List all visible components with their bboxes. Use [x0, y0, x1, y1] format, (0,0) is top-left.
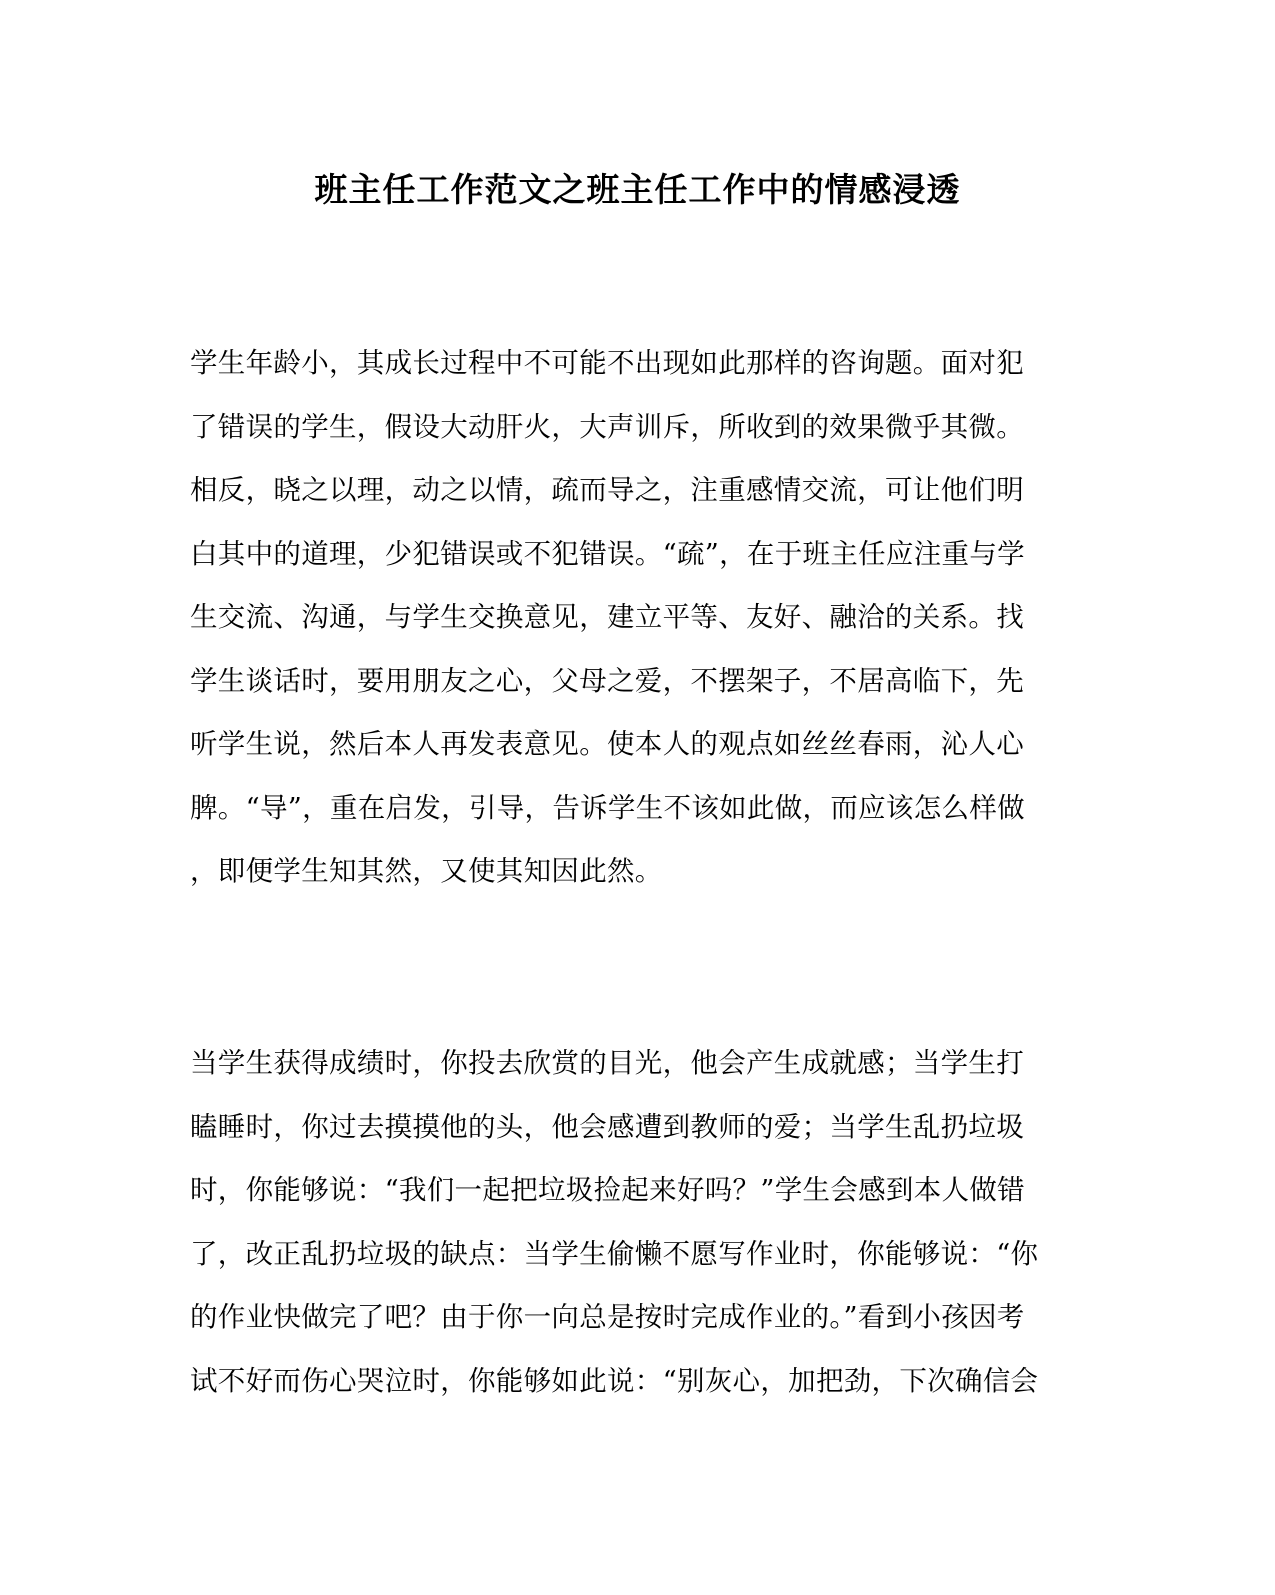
text-line: 试不好而伤心哭泣时，你能够如此说：“别灰心，加把劲，下次确信会 [190, 1364, 1039, 1397]
text-line: 学生年龄小，其成长过程中不可能不出现如此那样的咨询题。面对犯 [190, 347, 1024, 379]
text-line: 白其中的道理，少犯错误或不犯错误。“疏”，在于班主任应注重与学 [190, 537, 1025, 570]
text-line: 了错误的学生，假设大动肝火，大声训斥，所收到的效果微乎其微。 [190, 410, 1024, 443]
text-line: 瞌睡时，你过去摸摸他的头，他会感遭到教师的爱；当学生乱扔垃圾 [190, 1110, 1024, 1143]
text-line: 生交流、沟通，与学生交换意见，建立平等、友好、融洽的关系。找 [190, 601, 1024, 633]
paragraph-2 [190, 1040, 1090, 1421]
paragraph-1 [190, 340, 1090, 912]
text-line: 脾。“导”，重在启发，引导，告诉学生不该如此做，而应该怎么样做 [190, 791, 1025, 824]
text-line: 时，你能够说：“我们一起把垃圾捡起来好吗？”学生会感到本人做错 [190, 1174, 1025, 1206]
text-line: 当学生获得成绩时，你投去欣赏的目光，他会产生成就感；当学生打 [190, 1047, 1024, 1079]
document-title: 班主任工作范文之班主任工作中的情感浸透 [314, 170, 961, 209]
text-line: 的作业快做完了吧？由于你一向总是按时完成作业的。”看到小孩因考 [190, 1301, 1025, 1333]
text-line: ，即便学生知其然，又使其知因此然。 [190, 855, 663, 887]
text-line: 学生谈话时，要用朋友之心，父母之爱，不摆架子，不居高临下，先 [190, 664, 1024, 697]
text-line: 听学生说，然后本人再发表意见。使本人的观点如丝丝春雨，沁人心 [190, 728, 1024, 760]
text-line: 了，改正乱扔垃圾的缺点：当学生偷懒不愿写作业时，你能够说：“你 [190, 1237, 1039, 1270]
text-line: 相反，晓之以理，动之以情，疏而导之，注重感情交流，可让他们明 [190, 474, 1024, 506]
